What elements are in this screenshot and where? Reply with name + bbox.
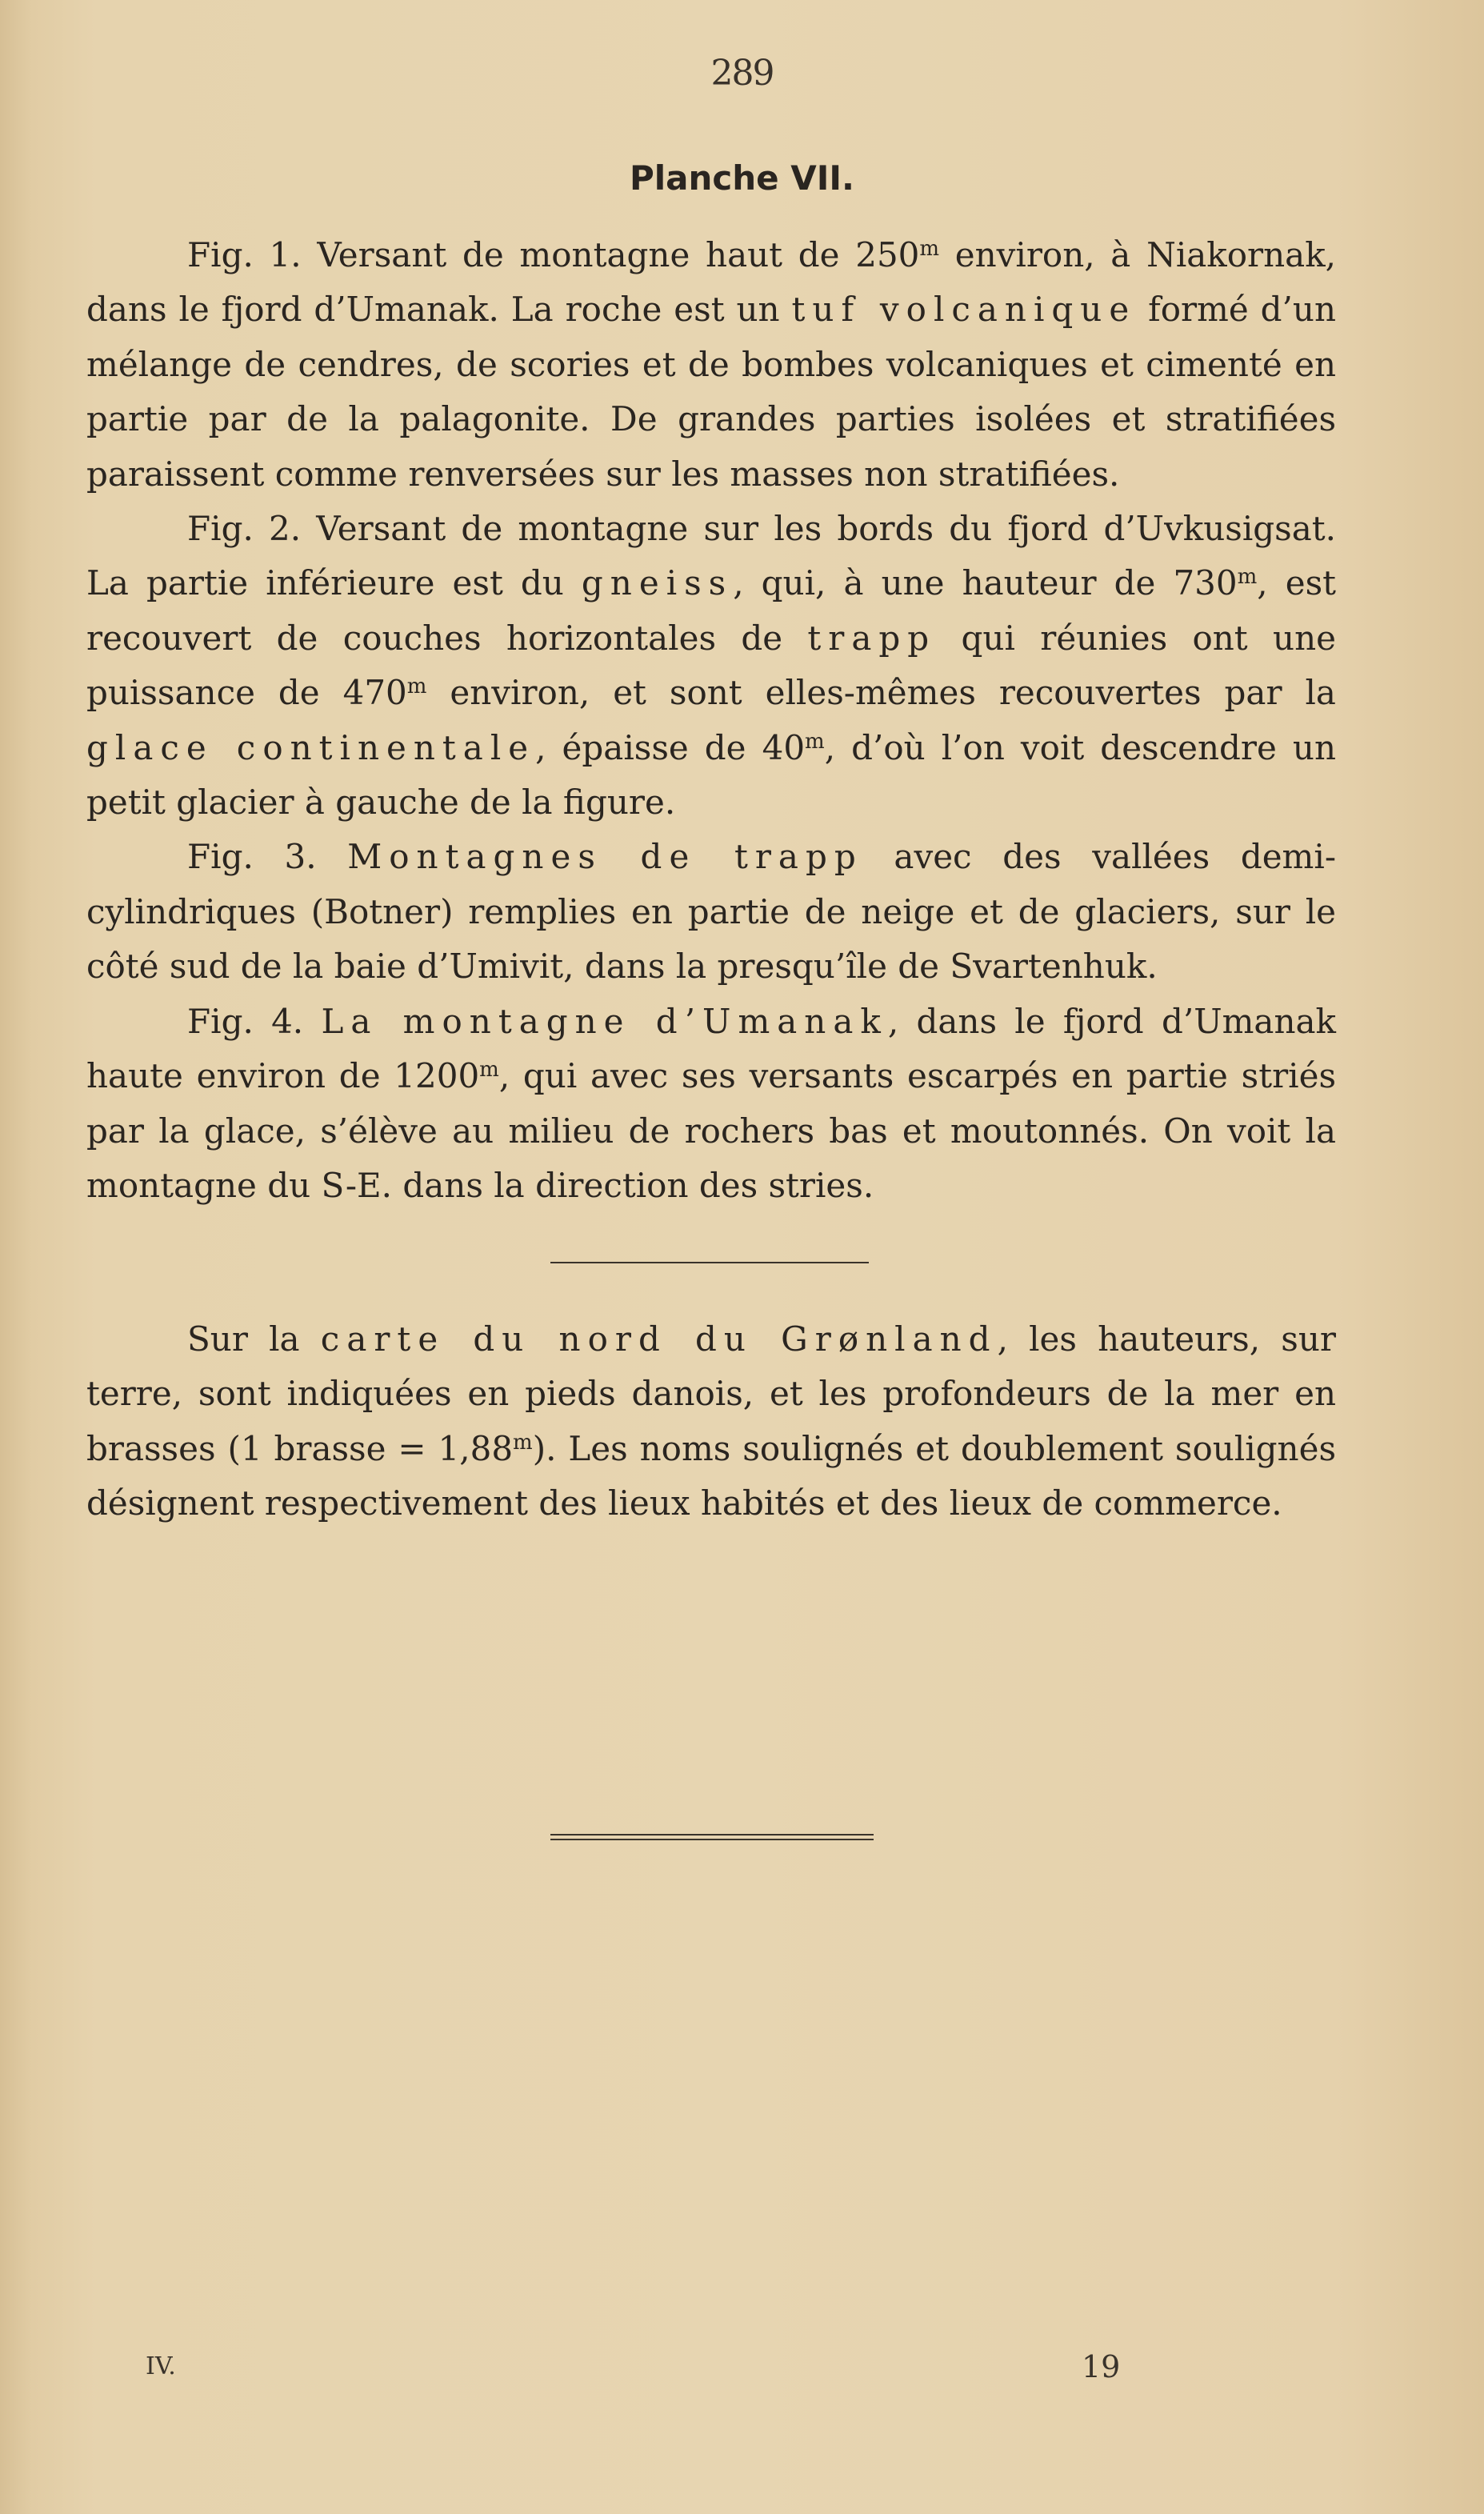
- fig3-emphasis: Montagnes de trapp: [347, 837, 863, 877]
- map-note-text: Sur la: [187, 1319, 321, 1359]
- fig4-label: Fig. 4.: [187, 1001, 304, 1041]
- fig4-text: , dans le fjord d’Umanak haute environ de 1200: [86, 1001, 1336, 1096]
- folio-number: 19: [1082, 2349, 1121, 2384]
- fig4-text: , qui avec ses versants escarpés en partie striés par la glace, s’élève au milieu de rochers bas et moutonnés. On voit la montagne du S-E. dans la direction des stries.: [86, 1056, 1336, 1205]
- unit-sup: m: [479, 1058, 499, 1083]
- end-double-rule: [550, 1834, 874, 1840]
- fig2-text: , épaisse de 40: [535, 727, 806, 767]
- figure-captions: [86, 228, 1336, 1213]
- unit-sup: m: [406, 675, 427, 699]
- fig4-emphasis: La montagne d’Umanak: [321, 1001, 888, 1041]
- fig2-text: qui réunies ont une puissance de 470: [86, 618, 1336, 713]
- map-note-text: ). Les noms soulignés et doublement soulignés désignent respectivement des lieux habités et des lieux de commerce.: [86, 1428, 1337, 1523]
- fig3-text: avec des vallées demi-cylindriques (Botner) remplies en partie de neige et de glaciers, sur le côté sud de la baie d’Umivit, dans la presqu’île de Svartenhuk.: [86, 837, 1337, 987]
- fig2-text: , qui, à une hauteur de 730: [733, 563, 1238, 603]
- fig2-text: , d’où l’on voit descendre un petit glacier à gauche de la figure.: [86, 727, 1337, 823]
- fig1-label: Fig. 1.: [187, 235, 302, 274]
- fig1-text: Versant de montagne haut de 250: [301, 235, 920, 274]
- unit-sup: m: [513, 1430, 533, 1455]
- unit-sup: m: [919, 237, 940, 261]
- fig1-text: formé d’un mélange de cendres, de scories et de bombes volcaniques et cimenté en partie par de la palagonite. De grandes parties isolées et stratifiées paraissent comme renversées sur les masses non stratifiées.: [86, 290, 1336, 494]
- map-note-text: , les hauteurs, sur terre, sont indiquées en pieds danois, et les profondeurs de la mer en brasses (1 brasse = 1,88: [86, 1319, 1336, 1468]
- map-note-paragraph: [86, 1312, 1336, 1531]
- fig2-emphasis: glace continentale: [86, 727, 536, 767]
- fig2-label: Fig. 2.: [187, 509, 302, 549]
- map-note-emphasis: carte du nord du Grønland: [320, 1319, 998, 1359]
- fig1-emphasis: tuf volcanique: [791, 290, 1137, 330]
- fig2-text: environ, et sont elles-mêmes recouvertes par la: [426, 673, 1336, 713]
- fig2-text: , est recouvert de couches horizontales de: [86, 563, 1337, 658]
- fig3-label: Fig. 3.: [187, 837, 317, 877]
- fig2-caption: [86, 502, 1336, 830]
- fig2-emphasis: gneiss: [581, 563, 734, 603]
- plate-title: Planche VII.: [629, 158, 855, 198]
- section-divider: [550, 1262, 869, 1263]
- page-number: 289: [710, 53, 774, 94]
- fig1-caption: [86, 228, 1336, 502]
- unit-sup: m: [1237, 565, 1258, 590]
- fig1-text: environ, à Niakornak, dans le fjord d’Umanak. La roche est un: [86, 235, 1336, 330]
- map-note: [86, 1312, 1336, 1531]
- fig2-text: Versant de montagne sur les bords du fjord d’Uvkusigsat. La partie inférieure est du: [86, 509, 1337, 603]
- fig2-emphasis: trapp: [807, 618, 937, 658]
- signature-mark: IV.: [146, 2352, 176, 2380]
- fig3-caption: [86, 830, 1336, 994]
- fig4-caption: [86, 995, 1336, 1214]
- unit-sup: m: [805, 729, 825, 754]
